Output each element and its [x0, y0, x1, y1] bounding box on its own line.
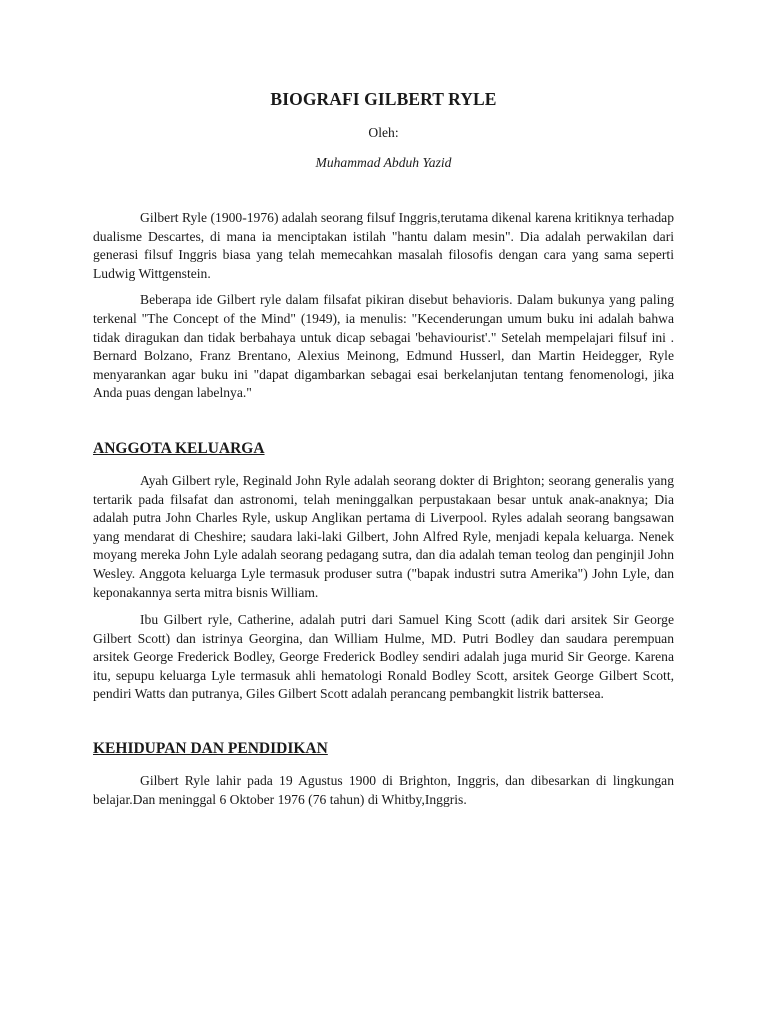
section-heading-keluarga: ANGGOTA KELUARGA	[93, 439, 265, 457]
section-heading-kehidupan: KEHIDUPAN DAN PENDIDIKAN	[93, 740, 328, 758]
document-title: BIOGRAFI GILBERT RYLE	[270, 89, 497, 109]
byline-label: Oleh:	[368, 125, 399, 140]
author-name: Muhammad Abduh Yazid	[315, 155, 452, 170]
kehidupan-paragraph-1: Gilbert Ryle lahir pada 19 Agustus 1900 di Brighton, Inggris, dan dibesarkan di lingkungan belajar.Dan meninggal 6 Oktober 1976 (76 tahun) di Whitby,Inggris.	[93, 773, 674, 807]
keluarga-paragraph-2: Ibu Gilbert ryle, Catherine, adalah putri dari Samuel King Scott (adik dari arsitek Sir George Gilbert Scott) dan istrinya Georgina, dan William Hulme, MD. Putri Bodley dan saudara perempuan arsitek George Frederick Bodley, George Frederick Bodley sendiri adalah juga murid Sir George. Karena itu, sepupu keluarga Lyle termasuk ahli hematologi Ronald Bodley Scott, arsitek George Gilbert Scott, pendiri Watts dan putranya, Giles Gilbert Scott adalah perancang pembangkit listrik battersea.	[93, 612, 674, 702]
intro-paragraph-2: Beberapa ide Gilbert ryle dalam filsafat pikiran disebut behavioris. Dalam bukunya yang paling terkenal "The Concept of the Mind" (1949), ia menulis: "Kecenderungan umum buku ini adalah bahwa tidak diragukan dan tidak berbahaya untuk dicap sebagai 'behaviourist'." Setelah mempelajari filsuf ini . Bernard Bolzano, Franz Brentano, Alexius Meinong, Edmund Husserl, dan Martin Heidegger, Ryle menyarankan agar buku ini "dapat digambarkan sebagai esai berkelanjutan tentang fenomenologi, jika Anda puas dengan labelnya."	[93, 292, 674, 401]
keluarga-paragraph-1: Ayah Gilbert ryle, Reginald John Ryle adalah seorang dokter di Brighton; seorang generalis yang tertarik pada filsafat dan astronomi, telah meninggalkan perpustakaan besar untuk anak-anaknya; Dia adalah putra John Charles Ryle, uskup Anglikan pertama di Liverpool. Ryles adalah seorang bangsawan yang mendarat di Cheshire; saudara laki-laki Gilbert, John Alfred Ryle, menjadi kepala keluarga. Nenek moyang mereka John Lyle adalah seorang pedagang sutra, dan dia adalah teman teolog dan penginjil John Wesley. Anggota keluarga Lyle termasuk produser sutra ("bapak industri sutra Amerika") John Lyle, dan keponakannya serta mitra bisnis William.	[93, 472, 674, 600]
intro-paragraph-1: Gilbert Ryle (1900-1976) adalah seorang filsuf Inggris,terutama dikenal karena kritiknya terhadap dualisme Descartes, di mana ia menciptakan istilah "hantu dalam mesin". Dia adalah perwakilan dari generasi filsuf Inggris biasa yang telah memecahkan masalah filosofis dengan cara yang sama seperti Ludwig Wittgenstein.	[93, 210, 674, 281]
